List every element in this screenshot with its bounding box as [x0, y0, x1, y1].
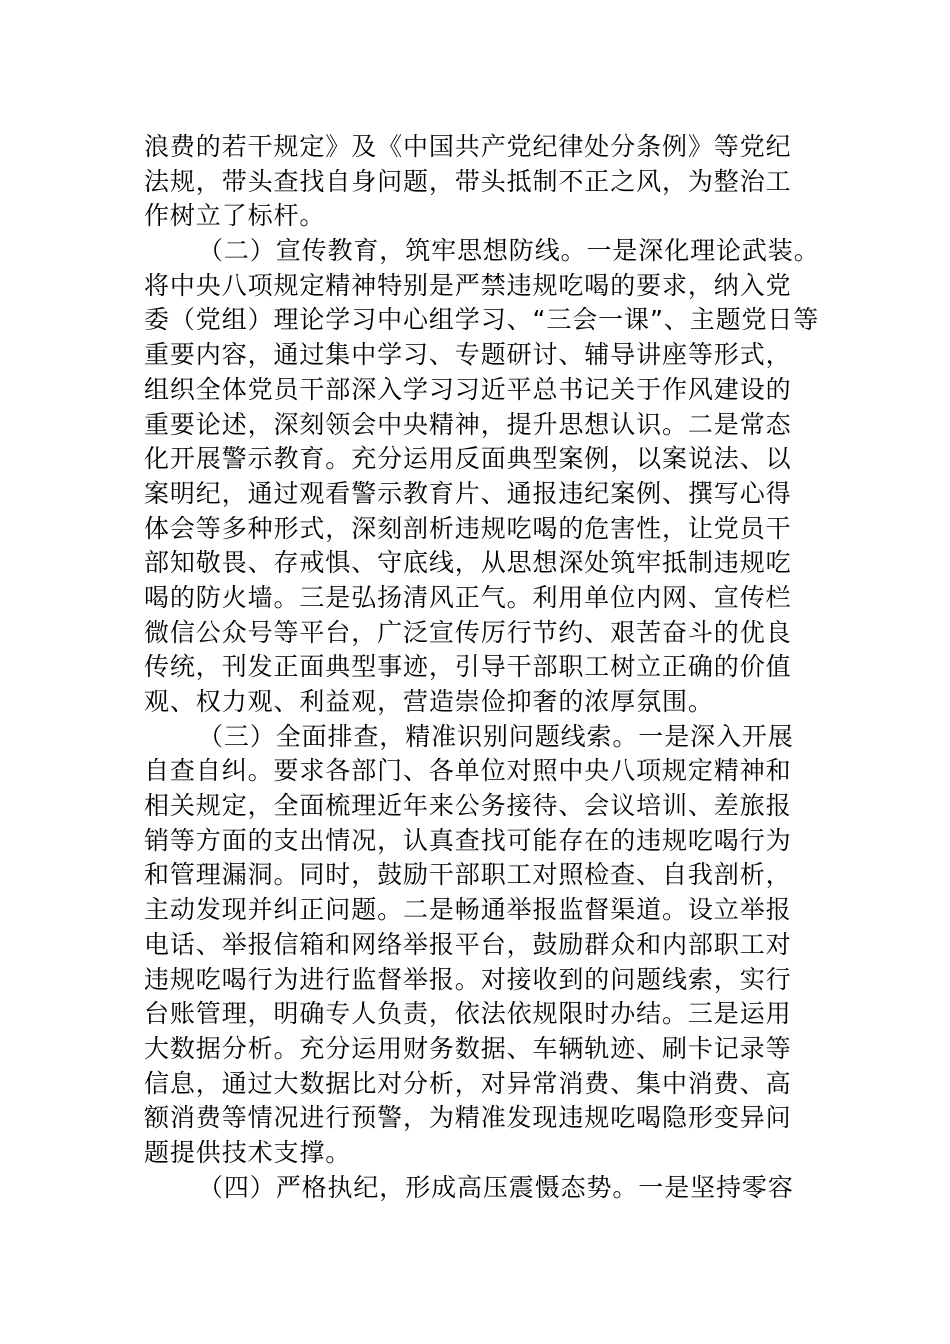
- text-line: 题提供技术支撑。: [144, 1137, 352, 1167]
- text-line: 体会等多种形式，深刻剖析违规吃喝的危害性，让党员干: [144, 513, 792, 543]
- text-line: 违规吃喝行为进行监督举报。对接收到的问题线索，实行: [144, 964, 792, 994]
- text-line: 电话、举报信箱和网络举报平台，鼓励群众和内部职工对: [144, 929, 792, 959]
- section-heading-line: （二）宣传教育，筑牢思想防线。一是深化理论武装。: [198, 236, 820, 266]
- text-line: 自查自纠。要求各部门、各单位对照中央八项规定精神和: [144, 756, 792, 786]
- text-line: 案明纪，通过观看警示教育片、通报违纪案例、撰写心得: [144, 478, 792, 508]
- text-line: 台账管理，明确专人负责，依法依规限时办结。三是运用: [144, 999, 792, 1029]
- text-line: 微信公众号等平台，广泛宣传厉行节约、艰苦奋斗的优良: [144, 617, 792, 647]
- text-line: 化开展警示教育。充分运用反面典型案例，以案说法、以: [144, 444, 792, 474]
- text-line: 信息，通过大数据比对分析，对异常消费、集中消费、高: [144, 1068, 792, 1098]
- text-line: 额消费等情况进行预警，为精准发现违规吃喝隐形变异问: [144, 1103, 792, 1133]
- text-line: 部知敬畏、存戒惧、守底线，从思想深处筑牢抵制违规吃: [144, 548, 792, 578]
- text-line: 重要内容，通过集中学习、专题研讨、辅导讲座等形式，: [144, 340, 792, 370]
- text-line: 浪费的若干规定》及《中国共产党纪律处分条例》等党纪: [144, 132, 792, 161]
- text-line: 法规，带头查找自身问题，带头抵制不正之风，为整治工: [144, 166, 792, 196]
- text-line: 和管理漏洞。同时，鼓励干部职工对照检查、自我剖析，: [144, 860, 792, 890]
- text-line: 主动发现并纠正问题。二是畅通举报监督渠道。设立举报: [144, 895, 792, 925]
- text-line: 大数据分析。充分运用财务数据、车辆轨迹、刷卡记录等: [144, 1033, 792, 1063]
- text-line: 组织全体党员干部深入学习习近平总书记关于作风建设的: [144, 374, 792, 404]
- text-line: 将中央八项规定精神特别是严禁违规吃喝的要求，纳入党: [144, 270, 792, 300]
- text-line: 传统，刊发正面典型事迹，引导干部职工树立正确的价值: [144, 652, 792, 682]
- text-line: 相关规定，全面梳理近年来公务接待、会议培训、差旅报: [144, 791, 792, 821]
- text-line: 销等方面的支出情况，认真查找可能存在的违规吃喝行为: [144, 825, 792, 855]
- document-body: [144, 130, 820, 1205]
- text-line: 作树立了标杆。: [144, 201, 326, 231]
- text-line: 喝的防火墙。三是弘扬清风正气。利用单位内网、宣传栏: [144, 582, 792, 612]
- section-heading-line: （四）严格执纪，形成高压震慑态势。一是坚持零容: [198, 1172, 794, 1202]
- text-line: 重要论述，深刻领会中央精神，提升思想认识。二是常态: [144, 409, 792, 439]
- section-heading-line: （三）全面排查，精准识别问题线索。一是深入开展: [198, 721, 794, 751]
- text-line: 委（党组）理论学习中心组学习、“三会一课”、主题党日等: [144, 305, 820, 335]
- text-line: 观、权力观、利益观，营造崇俭抑奢的浓厚氛围。: [144, 687, 714, 716]
